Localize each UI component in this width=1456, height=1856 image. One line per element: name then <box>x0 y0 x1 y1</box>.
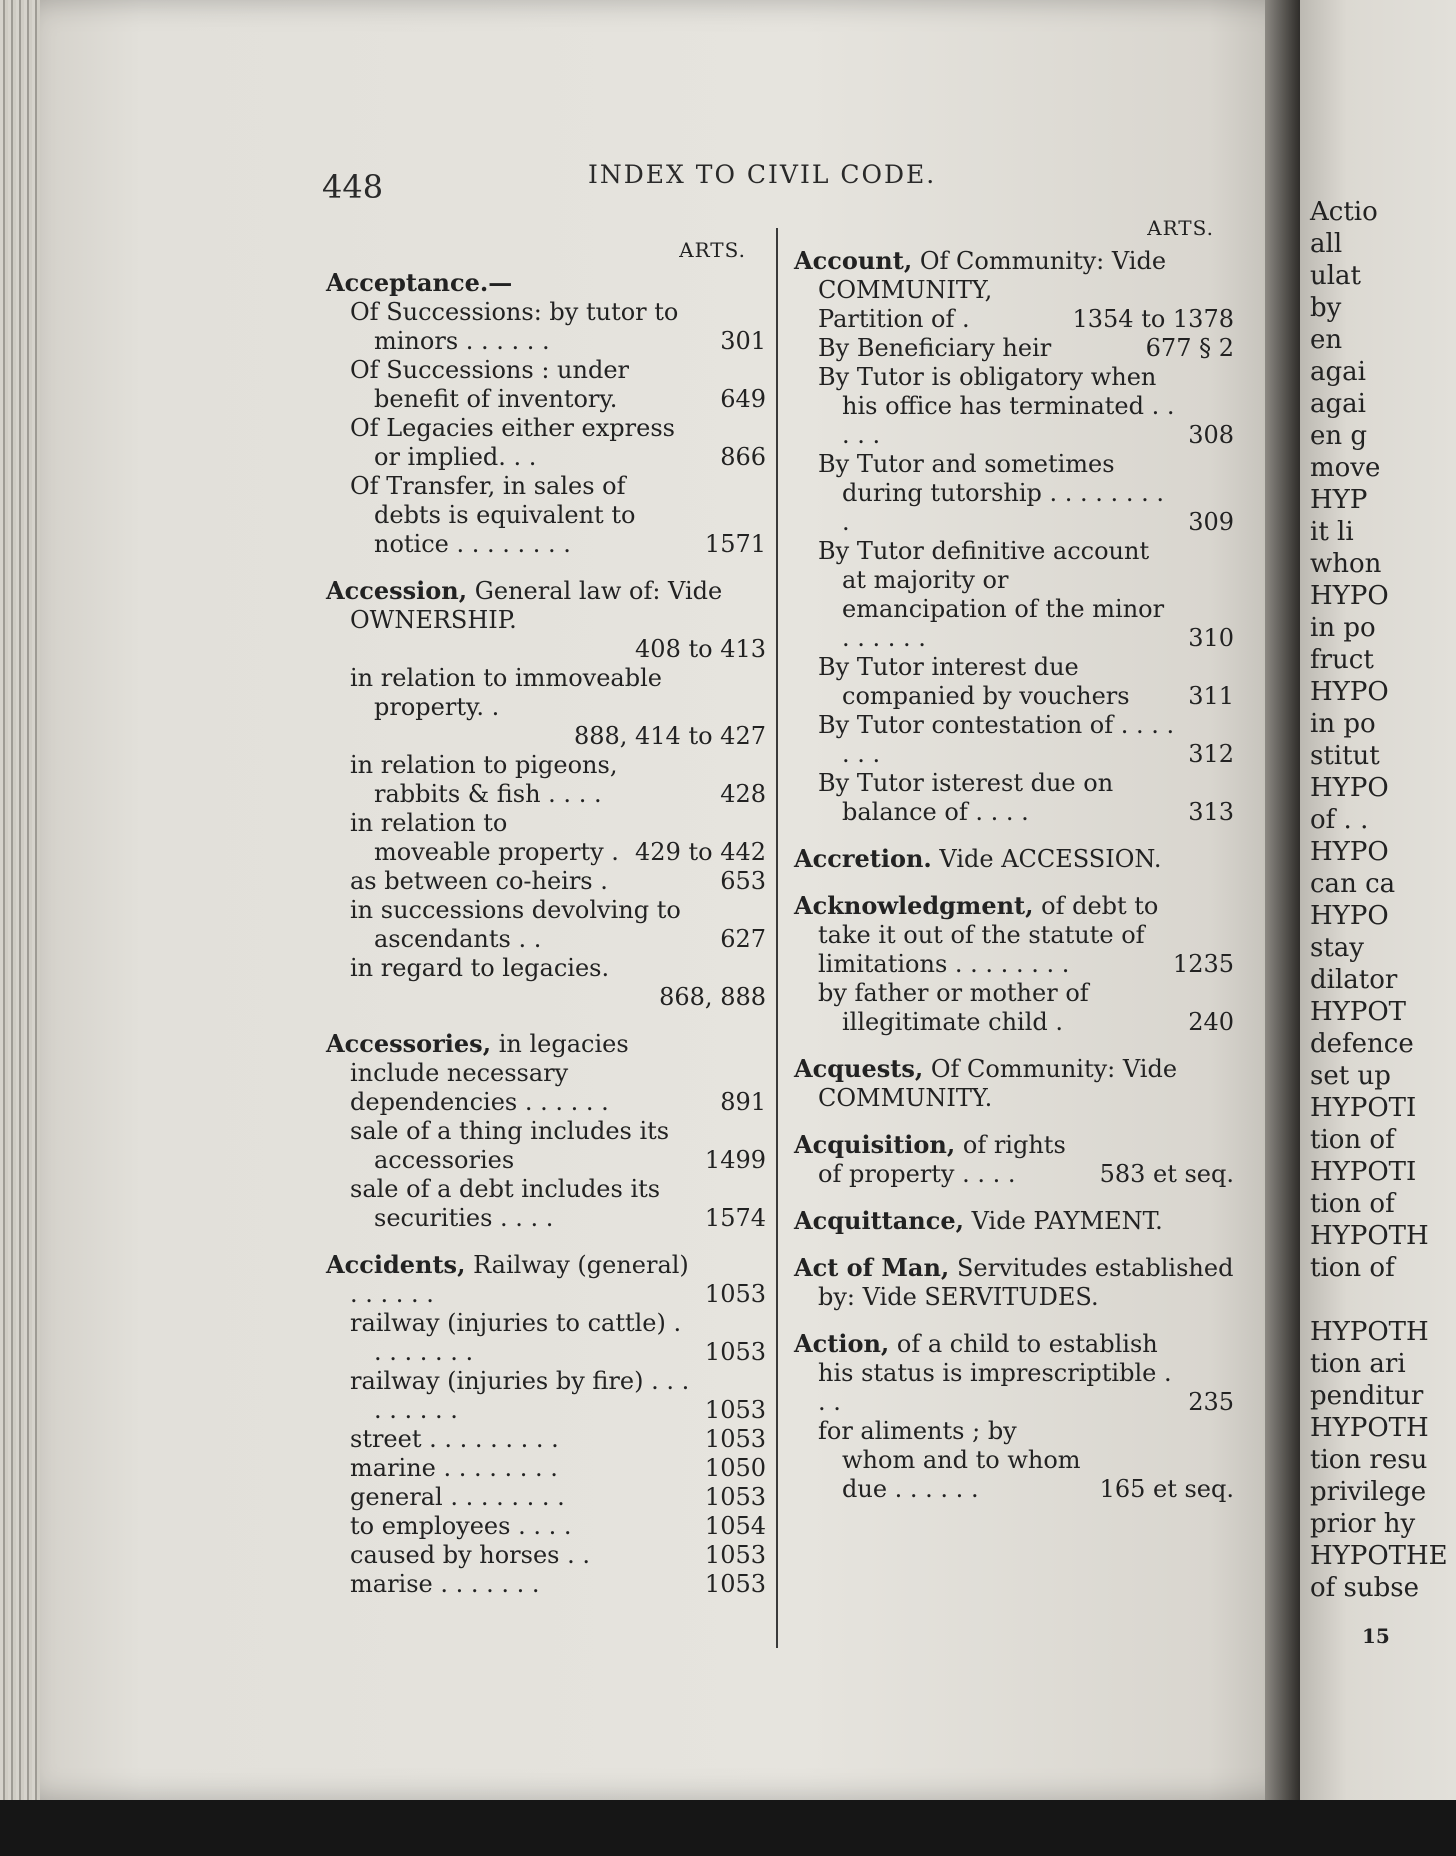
entry-heading-text: Servitudes established by: Vide SERVITUDES. <box>818 1254 1234 1311</box>
subentry-text: in relation to immoveable property. . <box>350 664 662 721</box>
article-number: 627 <box>720 925 766 953</box>
entry-heading-text: General law of: Vide OWNERSHIP. <box>350 577 723 634</box>
subentry-text: Partition of . <box>818 305 970 333</box>
article-number: 428 <box>720 780 766 808</box>
entry-subline <box>326 1425 766 1454</box>
article-number: 1054 <box>704 1512 766 1540</box>
entry-heading-text: Of Community: Vide COMMUNITY, <box>818 247 1167 304</box>
entry-subline <box>326 1117 766 1175</box>
entry-subline <box>326 954 766 983</box>
index-entry <box>794 1054 1234 1113</box>
entry-heading-line <box>794 1130 1234 1189</box>
facing-page-fragment: HYPOTI <box>1310 1157 1417 1187</box>
subentry-text: Of Transfer, in sales of debts is equivalent to notice . . . . . . . . <box>350 472 636 558</box>
article-number: 429 to 442 <box>635 838 766 866</box>
index-entry <box>794 1130 1234 1189</box>
entry-subline <box>326 472 766 559</box>
entry-heading-text: of a child to establish his status is imprescriptible . . . <box>818 1330 1172 1416</box>
facing-page-fragment: HYPOTH <box>1310 1317 1429 1347</box>
entry-headword: Acquisition, <box>794 1130 956 1159</box>
subentry-text: By Tutor definitive account at majority or emancipation of the minor . . . . . . <box>818 537 1165 652</box>
entry-subline <box>794 979 1234 1037</box>
subentry-text: sale of a debt includes its securities . . . . <box>350 1175 661 1232</box>
entry-headword: Accession, <box>326 576 468 605</box>
entry-subline <box>326 722 766 751</box>
article-number: 1050 <box>704 1454 766 1482</box>
index-column-right <box>794 214 1234 1518</box>
arts-label: ARTS. <box>1147 216 1214 240</box>
article-number: 1053 <box>704 1425 766 1453</box>
article-number: 677 § 2 <box>1145 334 1234 362</box>
subentry-text: Of Legacies either express or implied. . . <box>350 414 675 471</box>
subentry-text: railway (injuries by fire) . . . . . . . . . <box>350 1367 690 1424</box>
entry-subline <box>794 363 1234 450</box>
index-entry <box>326 1029 766 1233</box>
index-entry <box>794 1253 1234 1312</box>
article-number: 301 <box>720 327 766 355</box>
facing-page-fragment: HYPOTHE <box>1310 1541 1448 1571</box>
entry-subline <box>794 334 1234 363</box>
entry-subline <box>326 1541 766 1570</box>
entry-heading-text: Of Community: Vide COMMUNITY. <box>818 1055 1178 1112</box>
subentry-text: By Tutor contestation of . . . . . . . <box>818 711 1175 768</box>
subentry-text: in regard to legacies. <box>350 954 610 982</box>
subentry-text: railway (injuries to cattle) . . . . . . . . <box>350 1309 682 1366</box>
index-entry <box>794 1206 1234 1236</box>
subentry-text: By Beneficiary heir <box>818 334 1052 362</box>
facing-page-fragment: in po <box>1310 709 1376 739</box>
article-number: 868, 888 <box>659 983 766 1011</box>
entry-subline <box>794 769 1234 827</box>
entry-headword: Account, <box>794 246 913 275</box>
index-entry <box>326 268 766 559</box>
article-number: 1053 <box>704 1541 766 1569</box>
facing-page-fragment: en g <box>1310 421 1368 451</box>
facing-page-fragment: it li <box>1310 517 1354 547</box>
facing-page-fragment: HYPOT <box>1310 997 1406 1027</box>
entry-heading-line <box>794 1206 1234 1236</box>
entry-heading-line <box>794 1253 1234 1312</box>
subentry-text: in relation to pigeons, rabbits & fish . . . . <box>350 751 618 808</box>
facing-page-fragment: HYPOTI <box>1310 1093 1417 1123</box>
subentry-text: Of Successions : under benefit of inventory. <box>350 356 629 413</box>
entry-heading-line <box>326 576 766 635</box>
article-number: 1499 <box>704 1146 766 1174</box>
index-column-left <box>326 236 766 1613</box>
subentry-text: street . . . . . . . . . <box>350 1425 559 1453</box>
article-number: 1354 to 1378 <box>1072 305 1234 333</box>
entry-heading-text: Vide ACCESSION. <box>939 845 1162 873</box>
index-entry <box>326 576 766 1012</box>
article-number: 235 <box>1188 1388 1234 1416</box>
entry-subline <box>326 1454 766 1483</box>
article-number: 1053 <box>704 1338 766 1366</box>
facing-page-fragment: whon <box>1310 549 1382 579</box>
entry-headword: Action, <box>794 1329 890 1358</box>
facing-page-fragment: penditur <box>1310 1381 1424 1411</box>
entry-subline <box>794 450 1234 537</box>
entry-heading-line <box>326 1250 766 1309</box>
subentry-text: sale of a thing includes its accessories <box>350 1117 670 1174</box>
subentry-text: caused by horses . . <box>350 1541 590 1569</box>
article-number: 1053 <box>704 1483 766 1511</box>
entry-headword: Accidents, <box>326 1250 466 1279</box>
facing-page-fragment: in po <box>1310 613 1376 643</box>
facing-page-fragment: of subse <box>1310 1573 1420 1603</box>
facing-page-fragment: tion ari <box>1310 1349 1406 1379</box>
facing-page-fragment: tion of <box>1310 1125 1395 1155</box>
article-number: 1571 <box>704 530 766 558</box>
facing-page-fragment: tion of <box>1310 1253 1395 1283</box>
article-number: 1053 <box>704 1570 766 1598</box>
column-divider <box>776 228 778 1648</box>
article-number: 649 <box>720 385 766 413</box>
facing-page <box>1300 0 1456 1800</box>
subentry-text: in relation to moveable property . <box>350 809 619 866</box>
entry-heading-line <box>794 844 1234 874</box>
facing-page-fragment: HYPOTH <box>1310 1221 1429 1251</box>
article-number: 1053 <box>704 1396 766 1424</box>
article-number: 1235 <box>1172 950 1234 978</box>
entry-subline <box>326 1483 766 1512</box>
subentry-text: By Tutor isterest due on balance of . . . . <box>818 769 1114 826</box>
entry-headword: Acceptance.— <box>326 268 513 297</box>
entry-heading-text: of debt to take it out of the statute of limitations . . . . . . . . <box>818 892 1159 978</box>
subentry-text: By Tutor is obligatory when his office has terminated . . . . . <box>818 363 1175 449</box>
entry-heading-line <box>794 891 1234 979</box>
article-number: 165 et seq. <box>1099 1475 1234 1503</box>
article-number: 310 <box>1188 624 1234 652</box>
facing-page-fragment: tion resu <box>1310 1445 1428 1475</box>
entry-headword: Accretion. <box>794 844 932 873</box>
article-number: 653 <box>720 867 766 895</box>
article-number: 891 <box>720 1088 766 1116</box>
facing-page-fragment: ulat <box>1310 261 1362 291</box>
entry-heading-text: of rights of property . . . . <box>818 1131 1066 1188</box>
facing-page-fragment: move <box>1310 453 1381 483</box>
facing-page-fragment: of . . <box>1310 805 1369 835</box>
article-number: 313 <box>1188 798 1234 826</box>
facing-page-fragment: HYPOTH <box>1310 1413 1429 1443</box>
entry-heading-line <box>794 1329 1234 1417</box>
facing-page-fragment: HYPO <box>1310 837 1389 867</box>
entry-subline <box>794 653 1234 711</box>
index-entry <box>794 246 1234 827</box>
facing-page-fragment: prior hy <box>1310 1509 1416 1539</box>
facing-page-fragment: agai <box>1310 389 1366 419</box>
entry-headword: Act of Man, <box>794 1253 950 1282</box>
entry-subline <box>326 867 766 896</box>
subentry-text: by father or mother of illegitimate child . <box>818 979 1089 1036</box>
article-number: 311 <box>1188 682 1234 710</box>
entry-subline <box>326 298 766 356</box>
article-number: 408 to 413 <box>635 635 766 663</box>
facing-page-fragment: tion of <box>1310 1189 1395 1219</box>
entry-heading-text: Railway (general) . . . . . . <box>350 1251 689 1308</box>
entry-subline <box>326 414 766 472</box>
facing-page-fragment: en <box>1310 325 1343 355</box>
subentry-text: marise . . . . . . . <box>350 1570 540 1598</box>
facing-page-fragment: agai <box>1310 357 1366 387</box>
entry-subline <box>794 305 1234 334</box>
entry-heading-line <box>326 1029 766 1117</box>
entry-subline <box>326 1309 766 1367</box>
article-number: 1053 <box>704 1280 766 1308</box>
entry-subline <box>326 983 766 1012</box>
entry-subline <box>326 664 766 722</box>
index-entry <box>794 1329 1234 1504</box>
entry-subline <box>326 635 766 664</box>
article-number: 1574 <box>704 1204 766 1232</box>
background-band <box>0 1800 1456 1856</box>
entry-subline <box>326 1512 766 1541</box>
facing-page-fragment: stitut <box>1310 741 1380 771</box>
entry-heading-line <box>794 246 1234 305</box>
facing-page-fragment: stay <box>1310 933 1364 963</box>
article-number: 888, 414 to 427 <box>573 722 766 750</box>
subentry-text: By Tutor interest due companied by vouchers <box>818 653 1130 710</box>
facing-page-fragment: set up <box>1310 1061 1391 1091</box>
entry-subline <box>326 896 766 954</box>
entry-headword: Acquittance, <box>794 1206 964 1235</box>
subentry-text: in successions devolving to ascendants . . <box>350 896 681 953</box>
facing-page-fragment: by <box>1310 293 1342 323</box>
facing-page-fragment: can ca <box>1310 869 1396 899</box>
article-number: 312 <box>1188 740 1234 768</box>
entry-subline <box>794 537 1234 653</box>
facing-page-fragment: Actio <box>1310 197 1378 227</box>
entry-subline <box>326 809 766 867</box>
subentry-text: as between co-heirs . <box>350 867 608 895</box>
facing-page-fragment: HYPO <box>1310 773 1389 803</box>
article-number: 308 <box>1188 421 1234 449</box>
facing-page-fragment: HYPO <box>1310 677 1389 707</box>
entry-heading-line <box>794 1054 1234 1113</box>
entry-heading-text: in legacies include necessary dependencies . . . . . . <box>350 1030 629 1116</box>
subentry-text: marine . . . . . . . . <box>350 1454 558 1482</box>
index-entry <box>794 891 1234 1037</box>
facing-page-fragment: HYP <box>1310 485 1368 515</box>
page-number: 448 <box>322 168 384 206</box>
entry-heading-line <box>326 268 766 298</box>
entry-subline <box>326 356 766 414</box>
facing-page-fragment: all <box>1310 229 1343 259</box>
subentry-text: Of Successions: by tutor to minors . . . . . . <box>350 298 679 355</box>
entry-subline <box>794 711 1234 769</box>
entry-subline <box>326 1175 766 1233</box>
signature-mark: 15 <box>1362 1624 1390 1648</box>
article-number: 240 <box>1188 1008 1234 1036</box>
facing-page-fragment: HYPO <box>1310 581 1389 611</box>
facing-page-fragment: fruct <box>1310 645 1374 675</box>
subentry-text: to employees . . . . <box>350 1512 572 1540</box>
subentry-text: for aliments ; by whom and to whom due . . . . . . <box>818 1417 1081 1503</box>
entry-headword: Acquests, <box>794 1054 924 1083</box>
article-number: 309 <box>1188 508 1234 536</box>
index-entry <box>794 844 1234 874</box>
index-entry <box>326 1250 766 1599</box>
facing-page-fragment: defence <box>1310 1029 1414 1059</box>
subentry-text: By Tutor and sometimes during tutorship . . . . . . . . . <box>818 450 1164 536</box>
article-number: 583 et seq. <box>1099 1160 1234 1188</box>
subentry-text: general . . . . . . . . <box>350 1483 565 1511</box>
article-number: 866 <box>720 443 766 471</box>
entry-subline <box>794 1417 1234 1504</box>
facing-page-fragment: dilator <box>1310 965 1398 995</box>
facing-page-fragment: privilege <box>1310 1477 1427 1507</box>
running-title: INDEX TO CIVIL CODE. <box>588 160 937 189</box>
entry-heading-text: Vide PAYMENT. <box>971 1207 1163 1235</box>
entry-subline <box>326 1570 766 1599</box>
facing-page-fragment: HYPO <box>1310 901 1389 931</box>
arts-label: ARTS. <box>679 238 746 262</box>
entry-headword: Acknowledgment, <box>794 891 1034 920</box>
entry-subline <box>326 1367 766 1425</box>
entry-subline <box>326 751 766 809</box>
entry-headword: Accessories, <box>326 1029 492 1058</box>
